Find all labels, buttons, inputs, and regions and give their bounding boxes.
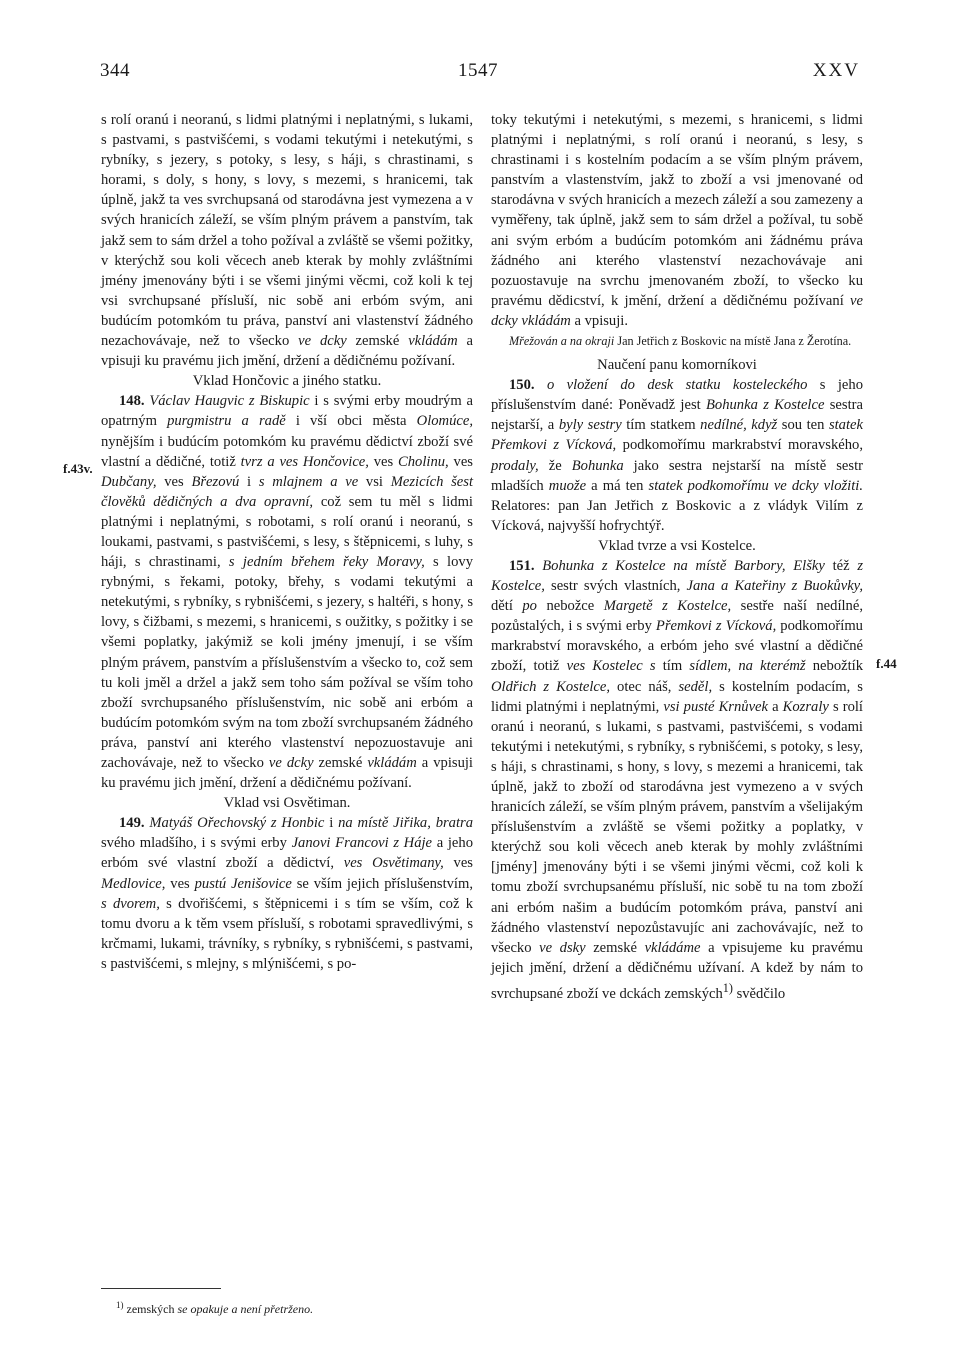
entry-heading: Vklad tvrze a vsi Kostelce. bbox=[598, 537, 756, 554]
right-column bbox=[491, 110, 863, 1004]
folio-marker-right: f.44 bbox=[876, 656, 897, 671]
entry-151: 151. Bohunka z Kostelce na místě Barbory, Elšky též z Kostelce, sestr svých vlastních, Jana a Kateřiny z Buokůvky, dětí po nebožce Margetě z Kostelce, sestře naší nedílné, pozůstalých, i s svými erby Přemkovi z Vícková, podkomořímu markrabství moravského, a erbóm jeho své vlastní a dědičné zboží, totiž ves Kostelec s tím sídlem, na kterémž nebožtík Oldřich z Kostelce, otec náš, seděl, s kostelním podacím, s lidmi platnými i neplatnými, vsi pusté Krnůvek a Kozraly s rolí oranú i neoranú, s lukami, s pastvami, pastvišćemi, s vodami tekutými i netekutými, s rybníky, s rybnišćemi, s potoky, s lesy, s háji, s chrastinami, s hony, s lovy, s mezemi a hranicemi, tak úplně, jakž to zboží od starodávna jest vymezeno a v svých hranicích záleží, se vším plným právem, panstvím a všelijakým příslušenstvím a zvláště se všemi požitky a poplatky, v kterýchž sou koli věcech aneb kterak by mohly zvláštními [jmény] jmenovány býti i se všemi jinými věcmi, což koli k tomu zboží svrchupsanému přísluší, nic sobě tu na tom zboží ani erbóm našim a budúcím potomkóm práva, panství ani žádného vlastenství nepozůstavujíc ani zachovávajíc, než to všecko ve dsky zemské vkládáme a vpisujeme ku pravému jejich jmění, držení a dědičnému užívaní. A kdež by nám to svrchupsané zboží ve dckách zemských$^{1)}$ svědčilo bbox=[491, 557, 863, 1002]
footnote-divider bbox=[101, 1288, 221, 1289]
entry-149: 149. Matyáš Ořechovský z Honbic i na místě Jiřika, bratra svého mladšího, i s svými erby Janovi Francovi z Háje a jeho erbóm své vlastní zboží a dědictví, ves Osvětimany, ves Medlovice, ves pustú Jenišovice se vším jejich příslušenstvím, s dvorem, s dvořišćemi, s štěpnicemi i s tím se vším, což k tomu dvoru a k těm vsem přísluší, s robotami spravedlivými, s krčmami, lukami, trávníky, s rybníky, s rybnišćemi, s pastvami, s pastvišćemi, s mlejny, s mlýnišćemi, s po- bbox=[101, 815, 473, 972]
entry-150: 150. o vložení do desk statku kosteleckého s jeho příslušenstvím dané: Poněvadž jest Bohunka z Kostelce sestra nejstarší, a byly sestry tím statkem nedílné, když sou ten statek Přemkovi z Vícková, podkomořímu markrabství moravského, prodaly, že Bohunka jako sestra nejstarší na místě sestr mladších muože a má ten statek podkomořímu ve dcky vložiti. Relatores: pan Jan Jetřich z Boskovic a z vládyk Vilím z Vícková, najvyšší hofrychtýř. bbox=[491, 377, 863, 534]
entry-148: 148. Václav Haugvic z Biskupic i s svými erby moudrým a opatrným purgmistru a radě i vší obci města Olomúce, nynějším i budúcím potomkóm ku pravému dědictví zboží své vlastní a dědičné, totiž tvrz a ves Hončovice, ves Cholinu, ves Dubčany, ves Březovú i s mlajnem a ve vsi Mezicích šest člověků dědičných a dva opravní, což sem tu měl s lidmi platnými i neplatnými, s robotami, s rolí oranú i neoranú, s loukami, pastvami, s pastvišćemi, s lesy, s štěpnicemi, s luhy, s háji, s chrastinami, s jedním břehem řeky Moravy, s lovy rybnými, s řekami, potoky, břehy, s vodami tekutými a netekutými, s rybníky, s rybnišćemi, s jezery, s haltéři, s hony, s lovy, s čižbami, s mezemi, s hranicemi, s oužitky, s požitky i se všemi poplatky, jakýmiž se koli jmény jmenují, i se vším plným právem, panstvím a příslušenstvím a všecko to, což sem tu koli jměl a držel a jakž sem toho sám požíval se vším toho zboží svrchupsaného příslušenstvím, nic sobě ani erbóm a budúcím potomkóm svým na tom zboží svrchupsaném žádného práva, panství ani kterého vlastenství nepozuostavuje ani zachovávaje, než to všecko ve dcky zemské vkládám a vpisuji ku pravému jich jmění, držení a dědičnému požívaní. bbox=[101, 393, 474, 792]
entry-heading: Naučení panu komorníkovi bbox=[597, 357, 757, 374]
entry-heading: Vklad Hončovic a jiného statku. bbox=[192, 373, 382, 390]
page-roman-numeral: XXV bbox=[812, 60, 860, 81]
footnote-ref: 1) bbox=[722, 980, 733, 995]
folio-marker-left: f.43v. bbox=[63, 461, 93, 476]
entry-heading: Vklad vsi Osvětiman. bbox=[223, 795, 351, 812]
left-column bbox=[101, 110, 473, 974]
paragraph-continuation: s rolí oranú i neoranú, s lidmi platnými i neplatnými, s lukami, s pastvami, s pastvišćemi, s vodami tekutými i netekutými, s rybníky, s jezery, s potoky, s lesy, s háji, s chrastinami, s horami, s doly, s hony, s lovy, s mezemi, s hranicemi, tak úplně, jakž ta ves svrchupsaná od starodávna jest vymezena a v svých hranicích záleží, se vším plným právem a panstvím, tak jakž sem to sám držel a toho požíval a zvláště se všemi požitky, v kterýchž sou koli věcech aneb kterak by mohly zvláštními jmény jmenovány býti i se všemi jinými věcmi, což koli k tej vsi svrchupsané přísluší, nic sobě ani erbóm svým, ani budúcím potomkóm tu práva, panství ani vlastenství žádného nezachovávaje, než to všecko ve dcky zemské vkládám a vpisuji ku pravému jich jmění, držení a dědičnému požívaní. bbox=[101, 112, 473, 370]
paragraph-continuation: toky tekutými i netekutými, s mezemi, s hranicemi, s lidmi platnými i neplatnými, s rolí oranú i neoranú, s lesy, s chrastinami i s kostelním podacím a se vším plným právem, panstvím a vlastenstvím, jakž to zboží a vsi jmenované od starodávna v svých hranicích a mezech záleží a sou zamezeny a vyměřeny, tak úplně, jakž sem to sám držel a požíval, tu sobě ani svým erbóm a budúcím potomkóm ani žádnému práva žádného ani kterého vlastenství nezachovávaje ani pozuostavuje na svrchu jmenovaném zboží, to všecko ku pravému dědicství, k jmění, držení a dědičnému požívaní ve dcky vkládám a vpisuji. bbox=[491, 112, 863, 329]
page-year: 1547 bbox=[458, 60, 498, 81]
page-number: 344 bbox=[100, 60, 130, 81]
editorial-note: Mřežován a na okraji Jan Jetřich z Boskovic na místě Jana z Žerotína. bbox=[509, 334, 852, 349]
footnote: $^{1)}$ zemských se opakuje a není přetrženo. bbox=[116, 1300, 314, 1316]
